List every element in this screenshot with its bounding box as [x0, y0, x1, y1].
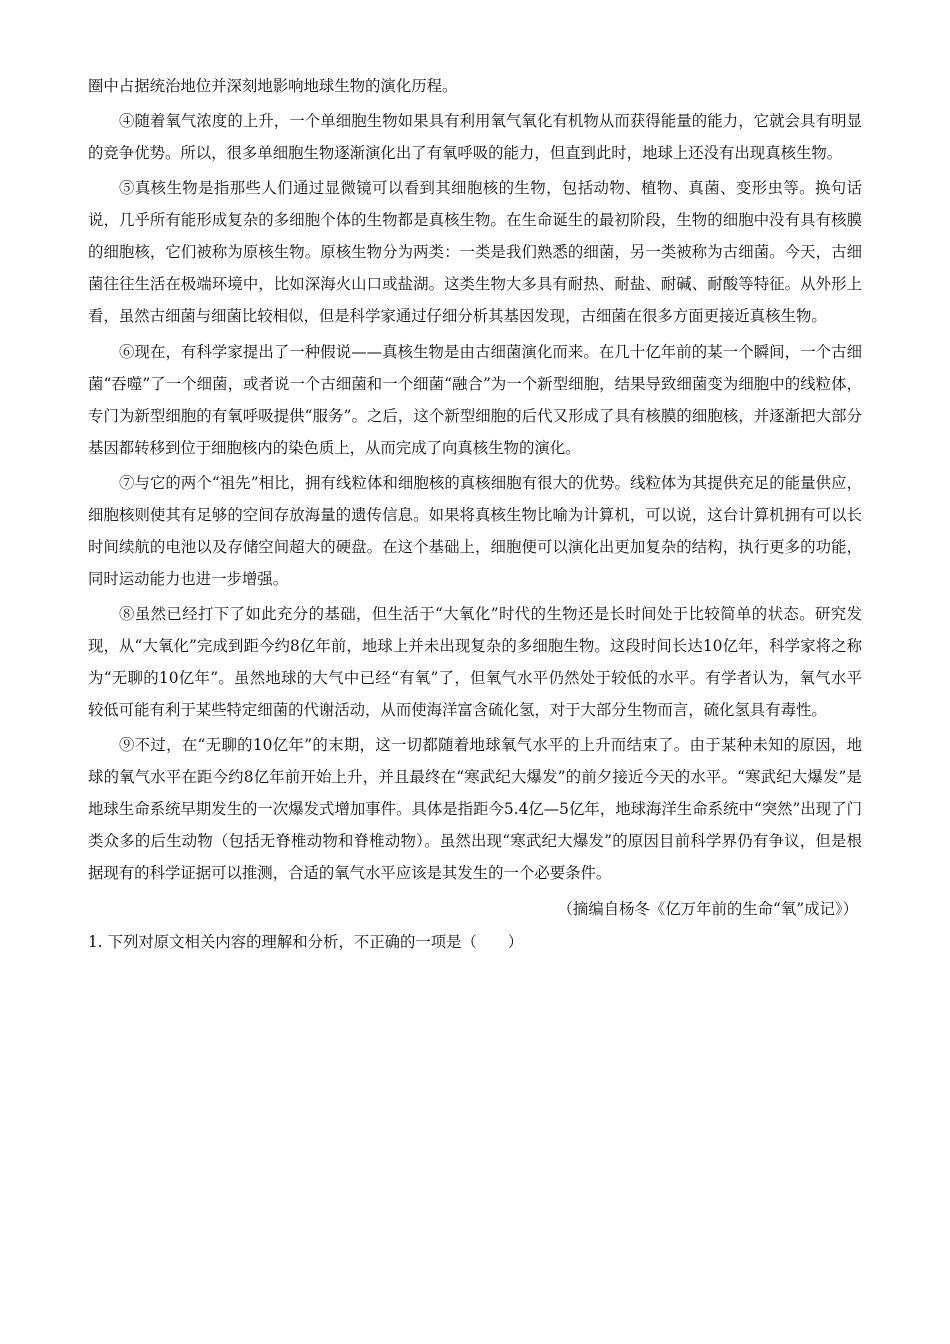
paragraph-5: ⑤真核生物是指那些人们通过显微镜可以看到其细胞核的生物，包括动物、植物、真菌、变形虫等。换句话说，几乎所有能形成复杂的多细胞个体的生物都是真核生物。在生命诞生的最初阶段，生物的细胞中没有具有核膜的细胞核，它们被称为原核生物。原核生物分为两类：一类是我们熟悉的细菌，另一类被称为古细菌。今天，古细菌往往生活在极端环境中，比如深海火山口或盐湖。这类生物大多具有耐热、耐盐、耐碱、耐酸等特征。从外形上看，虽然古细菌与细菌比较相似，但是科学家通过仔细分析其基因发现，古细菌在很多方面更接近真核生物。 [88, 179, 862, 326]
paragraph-3-end: 圈中占据统治地位并深刻地影响地球生物的演化历程。 [88, 77, 458, 95]
paragraph-6: ⑥现在，有科学家提出了一种假说——真核生物是由古细菌演化而来。在几十亿年前的某一个瞬间，一个古细菌“吞噬”了一个细菌，或者说一个古细菌和一个细菌“融合”为一个新型细胞，结果导致细菌变为细胞中的线粒体，专门为新型细胞的有氧呼吸提供“服务”。之后，这个新型细胞的后代又形成了具有核膜的细胞核，并逐渐把大部分基因都转移到位于细胞核内的染色质上，从而完成了向真核生物的演化。 [88, 342, 862, 457]
question-1: 1. 下列对原文相关内容的理解和分析，不正确的一项是（ ） [88, 933, 524, 952]
article-body [88, 70, 862, 958]
paragraph-4: ④随着氧气浓度的上升，一个单细胞生物如果具有利用氧气氧化有机物从而获得能量的能力，它就会具有明显的竞争优势。所以，很多单细胞生物逐渐演化出了有氧呼吸的能力，但直到此时，地球上还没有出现真核生物。 [88, 112, 862, 163]
source-citation: （摘编自杨冬《亿万年前的生命“氧”成记》） [557, 900, 858, 919]
paragraph-8: ⑧虽然已经打下了如此充分的基础，但生活于“大氧化”时代的生物还是长时间处于比较简单的状态。研究发现，从“大氧化”完成到距今约8亿年前，地球上并未出现复杂的多细胞生物。这段时间长达10亿年，科学家将之称为“无聊的10亿年”。虽然地球的大气中已经“有氧”了，但氧气水平仍然处于较低的水平。有学者认为，氧气水平较低可能有利于某些特定细菌的代谢活动，从而使海洋富含硫化氢，对于大部分生物而言，硫化氢具有毒性。 [88, 604, 862, 719]
paragraph-7: ⑦与它的两个“祖先”相比，拥有线粒体和细胞核的真核细胞有很大的优势。线粒体为其提供充足的能量供应，细胞核则使其有足够的空间存放海量的遗传信息。如果将真核生物比喻为计算机，可以说，这台计算机拥有可以长时间续航的电池以及存储空间超大的硬盘。在这个基础上，细胞便可以演化出更加复杂的结构，执行更多的功能，同时运动能力也进一步增强。 [88, 473, 862, 588]
paragraph-9: ⑨不过，在“无聊的10亿年”的末期，这一切都随着地球氧气水平的上升而结束了。由于某种未知的原因，地球的氧气水平在距今约8亿年前开始上升，并且最终在“寒武纪大爆发”的前夕接近今天的水平。“寒武纪大爆发”是地球生命系统早期发生的一次爆发式增加事件。具体是指距今5.4亿—5亿年，地球海洋生命系统中“突然”出现了门类众多的后生动物（包括无脊椎动物和脊椎动物）。虽然出现“寒武纪大爆发”的原因目前科学界仍有争议，但是根据现有的科学证据可以推测，合适的氧气水平应该是其发生的一个必要条件。 [88, 736, 862, 883]
